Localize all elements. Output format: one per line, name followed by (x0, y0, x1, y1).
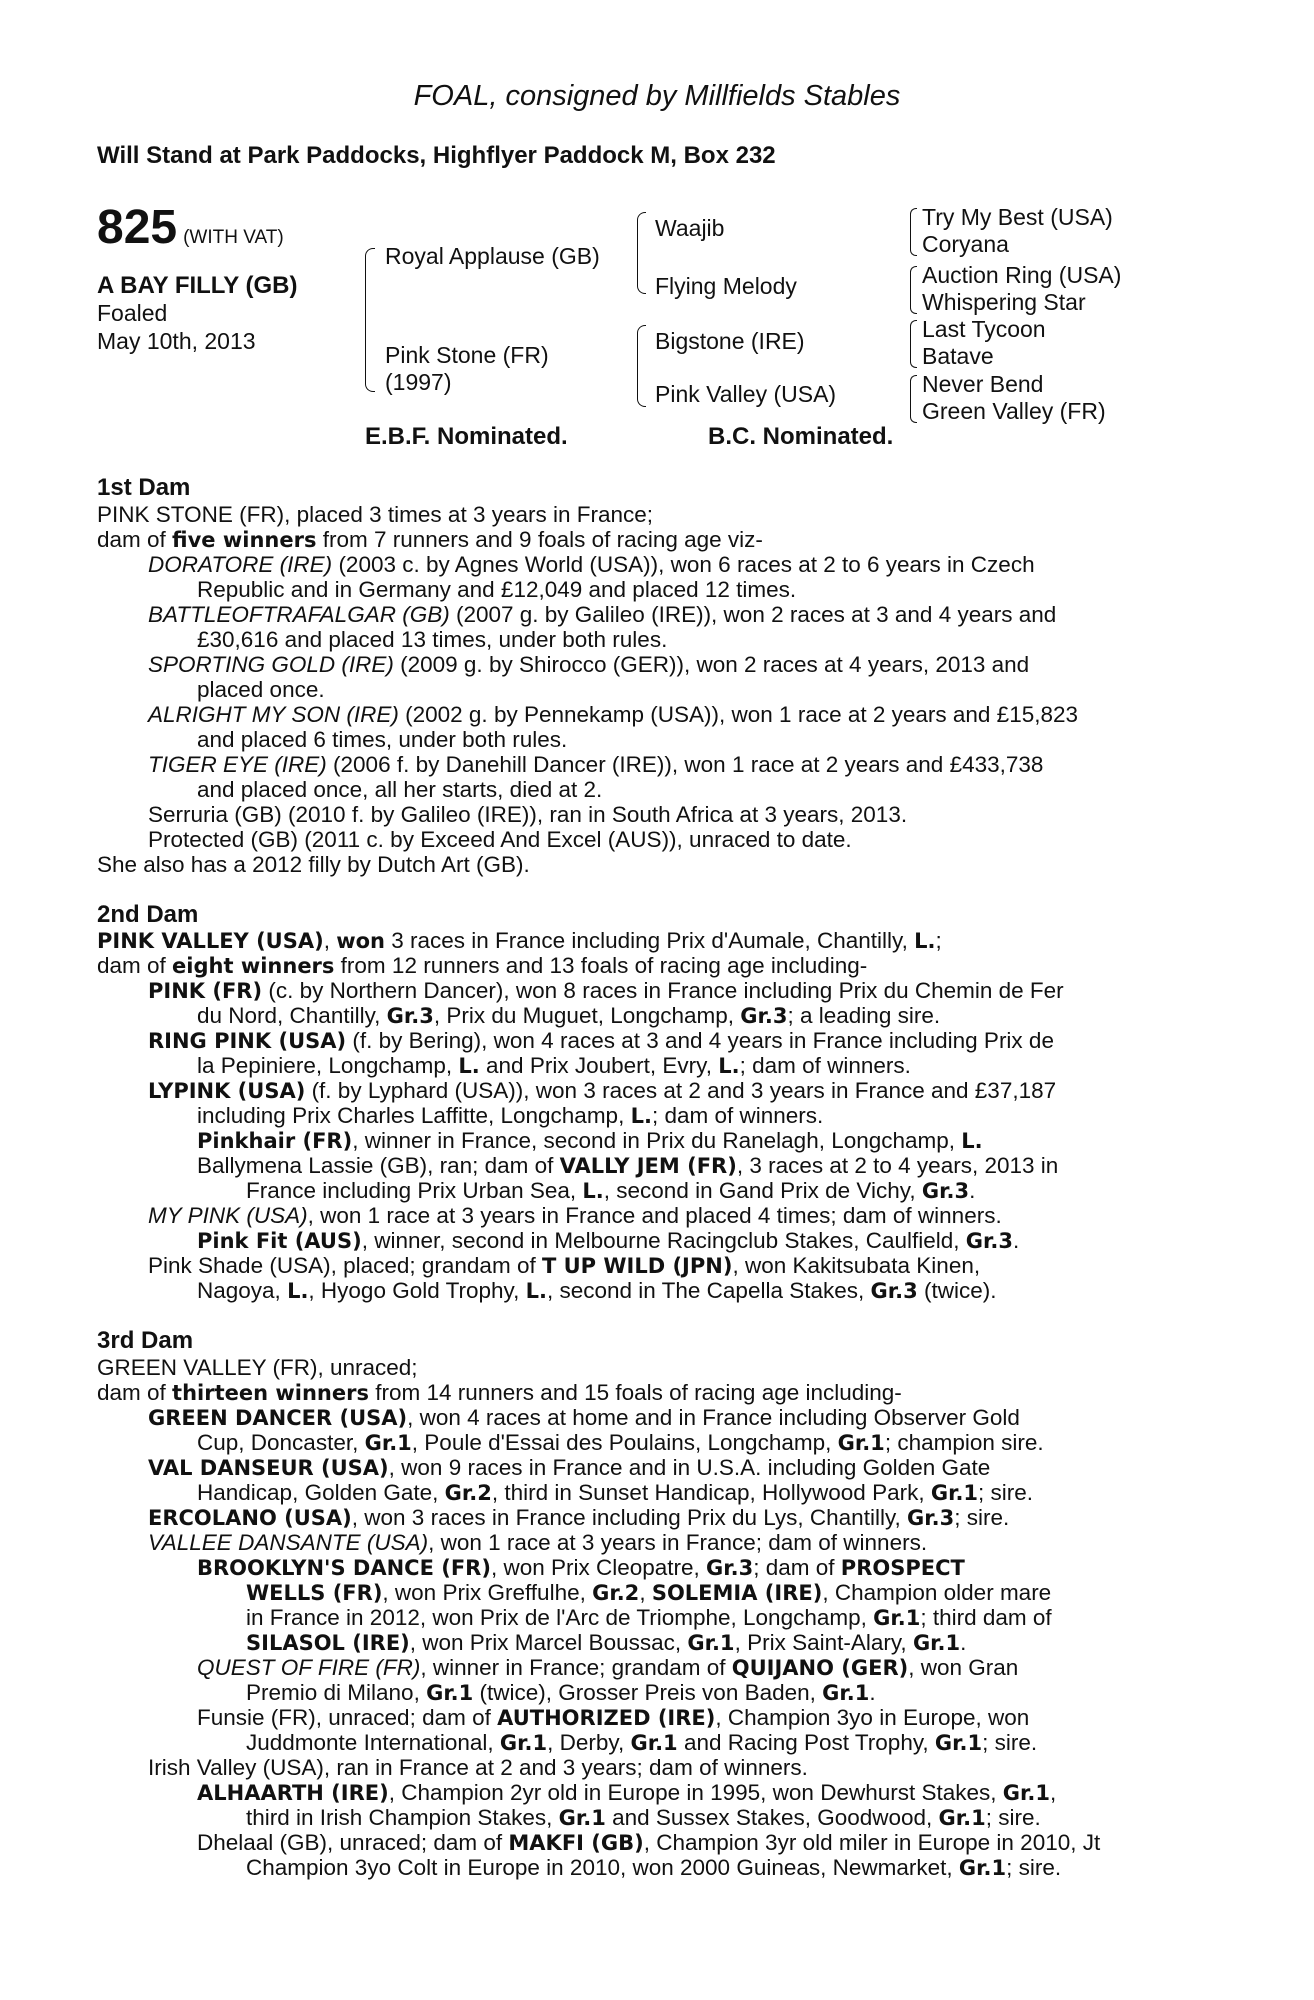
pedigree-gs-5: Last Tycoon (922, 316, 1046, 342)
pedigree-gs-8: Green Valley (FR) (922, 398, 1106, 424)
produce-entry: RING PINK (USA) (f. by Bering), won 4 races at 3 and 4 years in France including Prix de (148, 1028, 1054, 1053)
produce-entry-cont: SILASOL (IRE), won Prix Marcel Boussac, Gr.1, Prix Saint-Alary, Gr.1. (246, 1630, 967, 1655)
produce-entry: LYPINK (USA) (f. by Lyphard (USA)), won 3 races at 2 and 3 years in France and £37,187 (148, 1078, 1057, 1103)
third-dam-line: GREEN VALLEY (FR), unraced; (97, 1355, 418, 1380)
pedigree-dam-dam: Pink Valley (USA) (655, 381, 837, 407)
produce-entry: Pink Fit (AUS), winner, second in Melbourne Racingclub Stakes, Caulfield, Gr.3. (197, 1228, 1020, 1253)
lot-number: 825 (97, 201, 178, 254)
produce-entry-cont: WELLS (FR), won Prix Greffulhe, Gr.2, SOLEMIA (IRE), Champion older mare (246, 1580, 1052, 1605)
pedigree-sire-dam: Flying Melody (655, 273, 797, 299)
produce-entry-cont: Handicap, Golden Gate, Gr.2, third in Sunset Handicap, Hollywood Park, Gr.1; sire. (197, 1480, 1034, 1505)
produce-entry: Dhelaal (GB), unraced; dam of MAKFI (GB), Champion 3yr old miler in Europe in 2010, Jt (197, 1830, 1101, 1855)
produce-entry-cont: du Nord, Chantilly, Gr.3, Prix du Muguet, Longchamp, Gr.3; a leading sire. (197, 1003, 941, 1028)
third-dam-produce-line: dam of thirteen winners from 14 runners and 15 foals of racing age including- (97, 1380, 902, 1405)
produce-entry-cont: including Prix Charles Laffitte, Longchamp, L.; dam of winners. (197, 1103, 824, 1128)
produce-entry: TIGER EYE (IRE) (2006 f. by Danehill Dancer (IRE)), won 1 race at 2 years and £433,738 (148, 752, 1044, 777)
pedigree-brace-dam (637, 325, 646, 407)
produce-entry: DORATORE (IRE) (2003 c. by Agnes World (USA)), won 6 races at 2 to 6 years in Czech (148, 552, 1035, 577)
second-dam-heading: 2nd Dam (97, 901, 199, 928)
pedigree-sire: Royal Applause (GB) (385, 243, 600, 269)
produce-entry: BROOKLYN'S DANCE (FR), won Prix Cleopatre, Gr.3; dam of PROSPECT (197, 1555, 965, 1580)
produce-note: She also has a 2012 filly by Dutch Art (GB). (97, 852, 530, 877)
pedigree-gs-3: Auction Ring (USA) (922, 262, 1122, 288)
produce-entry-cont: Nagoya, L., Hyogo Gold Trophy, L., second in The Capella Stakes, Gr.3 (twice). (197, 1278, 997, 1303)
pedigree-gs-4: Whispering Star (922, 289, 1086, 315)
ebf-nominated: E.B.F. Nominated. (365, 423, 568, 450)
produce-entry: GREEN DANCER (USA), won 4 races at home and in France including Observer Gold (148, 1405, 1020, 1430)
produce-entry-cont: placed once. (197, 677, 325, 702)
produce-entry: ALRIGHT MY SON (IRE) (2002 g. by Pennekamp (USA)), won 1 race at 2 years and £15,823 (148, 702, 1079, 727)
produce-entry: VAL DANSEUR (USA), won 9 races in France and in U.S.A. including Golden Gate (148, 1455, 991, 1480)
produce-entry: SPORTING GOLD (IRE) (2009 g. by Shirocco (GER)), won 2 races at 4 years, 2013 and (148, 652, 1030, 677)
produce-entry-cont: third in Irish Champion Stakes, Gr.1 and Sussex Stakes, Goodwood, Gr.1; sire. (246, 1805, 1041, 1830)
page-title: FOAL, consigned by Millfields Stables (413, 80, 901, 112)
lot-vat: (WITH VAT) (183, 227, 284, 248)
pedigree-brace-sire (637, 212, 646, 294)
produce-entry: Irish Valley (USA), ran in France at 2 and 3 years; dam of winners. (148, 1755, 808, 1780)
pedigree-dam: Pink Stone (FR) (385, 342, 549, 368)
pedigree-brace-g3 (910, 320, 917, 368)
produce-entry-cont: Premio di Milano, Gr.1 (twice), Grosser Preis von Baden, Gr.1. (246, 1680, 876, 1705)
first-dam-produce-line: dam of five winners from 7 runners and 9 foals of racing age viz- (97, 527, 763, 552)
pedigree-brace-g1 (910, 208, 917, 256)
produce-entry: ERCOLANO (USA), won 3 races in France including Prix du Lys, Chantilly, Gr.3; sire. (148, 1505, 1010, 1530)
pedigree-gs-7: Never Bend (922, 371, 1044, 397)
produce-entry: Pinkhair (FR), winner in France, second in Prix du Ranelagh, Longchamp, L. (197, 1128, 983, 1153)
produce-entry-cont: Juddmonte International, Gr.1, Derby, Gr.1 and Racing Post Trophy, Gr.1; sire. (246, 1730, 1038, 1755)
pedigree-brace-main (365, 248, 375, 392)
pedigree-sire-sire: Waajib (655, 215, 725, 241)
produce-entry-cont: and placed once, all her starts, died at 2. (197, 777, 603, 802)
produce-entry-cont: la Pepiniere, Longchamp, L. and Prix Joubert, Evry, L.; dam of winners. (197, 1053, 911, 1078)
produce-entry: Ballymena Lassie (GB), ran; dam of VALLY JEM (FR), 3 races at 2 to 4 years, 2013 in (197, 1153, 1059, 1178)
produce-entry: Pink Shade (USA), placed; grandam of T UP WILD (JPN), won Kakitsubata Kinen, (148, 1253, 981, 1278)
produce-entry-cont: Republic and in Germany and £12,049 and placed 12 times. (197, 577, 797, 602)
pedigree-gs-2: Coryana (922, 231, 1009, 257)
horse-name: A BAY FILLY (GB) (97, 272, 298, 299)
second-dam-produce-line: dam of eight winners from 12 runners and 13 foals of racing age including- (97, 953, 868, 978)
foaled-label: Foaled (97, 300, 168, 326)
third-dam-heading: 3rd Dam (97, 1327, 194, 1354)
pedigree-dam-sire: Bigstone (IRE) (655, 328, 805, 354)
foaled-date: May 10th, 2013 (97, 328, 256, 354)
produce-entry: BATTLEOFTRAFALGAR (GB) (2007 g. by Galileo (IRE)), won 2 races at 3 and 4 years and (148, 602, 1057, 627)
produce-entry-cont: in France in 2012, won Prix de l'Arc de Triomphe, Longchamp, Gr.1; third dam of (246, 1605, 1052, 1630)
produce-entry-cont: £30,616 and placed 13 times, under both rules. (197, 627, 668, 652)
lot-number-block (97, 200, 284, 255)
produce-entry: ALHAARTH (IRE), Champion 2yr old in Europe in 1995, won Dewhurst Stakes, Gr.1, (197, 1780, 1057, 1805)
first-dam-line: PINK STONE (FR), placed 3 times at 3 years in France; (97, 502, 654, 527)
stand-location: Will Stand at Park Paddocks, Highflyer Paddock M, Box 232 (97, 142, 776, 169)
first-dam-heading: 1st Dam (97, 474, 191, 501)
bc-nominated: B.C. Nominated. (708, 423, 894, 450)
produce-entry: VALLEE DANSANTE (USA), won 1 race at 3 years in France; dam of winners. (148, 1530, 928, 1555)
second-dam-line: PINK VALLEY (USA), won 3 races in France including Prix d'Aumale, Chantilly, L.; (97, 928, 942, 953)
produce-entry: QUEST OF FIRE (FR), winner in France; grandam of QUIJANO (GER), won Gran (197, 1655, 1019, 1680)
produce-entry-cont: Cup, Doncaster, Gr.1, Poule d'Essai des Poulains, Longchamp, Gr.1; champion sire. (197, 1430, 1044, 1455)
pedigree-dam-year: (1997) (385, 369, 452, 395)
produce-entry-cont: Champion 3yo Colt in Europe in 2010, won 2000 Guineas, Newmarket, Gr.1; sire. (246, 1855, 1062, 1880)
pedigree-gs-1: Try My Best (USA) (922, 204, 1113, 230)
produce-entry: Protected (GB) (2011 c. by Exceed And Excel (AUS)), unraced to date. (148, 827, 852, 852)
produce-entry-cont: France including Prix Urban Sea, L., second in Gand Prix de Vichy, Gr.3. (246, 1178, 976, 1203)
pedigree-brace-g2 (910, 266, 917, 314)
produce-entry-cont: and placed 6 times, under both rules. (197, 727, 568, 752)
produce-entry: Serruria (GB) (2010 f. by Galileo (IRE)), ran in South Africa at 3 years, 2013. (148, 802, 908, 827)
produce-entry: PINK (FR) (c. by Northern Dancer), won 8 races in France including Prix du Chemin de Fer (148, 978, 1064, 1003)
produce-entry: Funsie (FR), unraced; dam of AUTHORIZED (IRE), Champion 3yo in Europe, won (197, 1705, 1030, 1730)
pedigree-gs-6: Batave (922, 343, 994, 369)
produce-entry: MY PINK (USA), won 1 race at 3 years in France and placed 4 times; dam of winners. (148, 1203, 1002, 1228)
pedigree-brace-g4 (910, 375, 917, 423)
